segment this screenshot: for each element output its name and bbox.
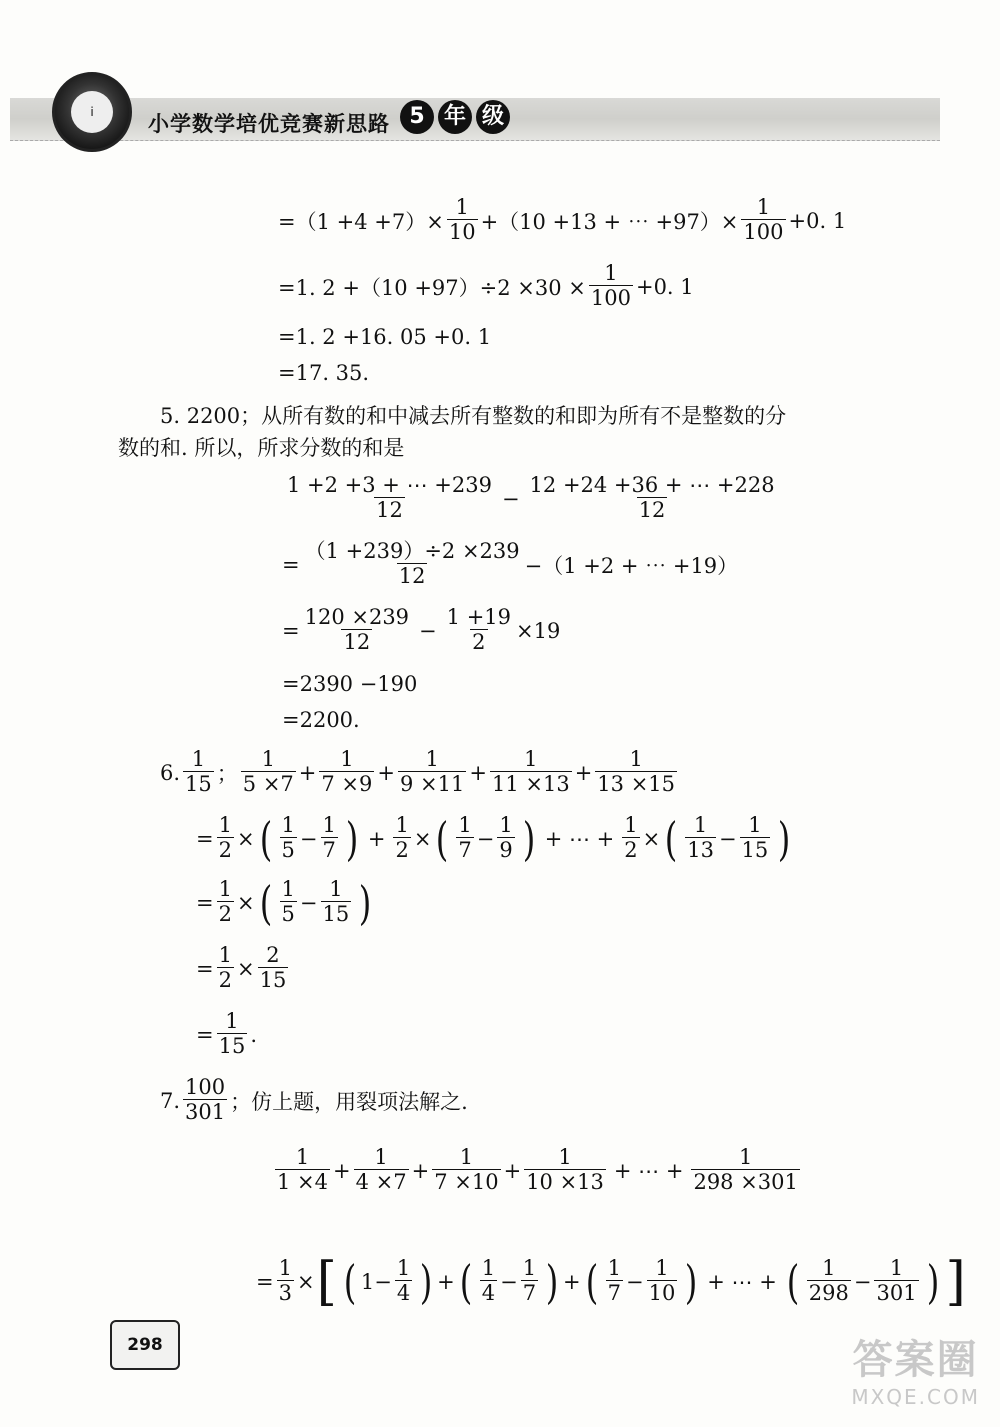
fraction: $\frac{1}{9 \times 11}$ [400,747,465,797]
p5-text-1: 5. 2200；从所有数的和中减去所有整数的和即为所有不是整数的分 [160,404,787,428]
p7-header: 7. $\frac{100}{301}$ ；仿上题，用裂项法解之. [160,1075,468,1125]
fraction: $\frac{1}{10}$ [448,195,476,245]
p5-expr-1: $\frac{1 +2 +3 + \cdots +239}{12}$ − $\frac{12 +24 +36 + \cdots +228}{12}$ [287,473,775,523]
book-title: 小学数学培优竞赛新思路 [148,112,390,136]
p5-text-2: 数的和. 所以，所求分数的和是 [118,436,405,460]
grade-char-nian: 年 [438,100,472,134]
logo-icon: i [71,91,113,133]
answer-fraction: $\frac{1}{15}$ [185,747,212,797]
watermark-line-2: MXQE.COM [851,1385,980,1409]
p4-line-3: =1. 2 +16. 05 +0. 1 [278,325,492,349]
grade-char-ji: 级 [476,100,510,134]
p5-expr-5: =2200. [282,708,360,732]
p4-line-1: =（1 +4 +7）× $\frac{1}{10}$ +（10 +13 + ⋯ +97）× $\frac{1}{100}$ +0. 1 [278,195,847,245]
p6-step-3: = $\frac{1}{2}$ × $\frac{2}{15}$ [196,943,287,993]
p5-expr-4: =2390 −190 [282,672,418,696]
fraction: $\frac{1}{11 \times 13}$ [491,747,570,797]
fraction: $\frac{1 +2 +3 + \cdots +239}{12}$ [287,473,492,523]
fraction: $\frac{1}{7 \times 9}$ [321,747,373,797]
p5-expr-3: = $\frac{120 \times 239}{12}$ − $\frac{1 +19}{2}$ ×19 [282,605,561,655]
p6-header: 6. $\frac{1}{15}$ ； $\frac{1}{5 \times 7}$ + $\frac{1}{7 \times 9}$ + $\frac{1}{9 \times 11}$ + $\frac{1}{11 \times 13}$ + $\frac{1}{13 \times 15}$ [160,747,676,797]
p6-step-1: = $\frac{1}{2}$ × ( $\frac{1}{5}$ − $\frac{1}{7}$ ) + $\frac{1}{2}$ × ( $\frac{1}{7}$ − $\frac{1}{9}$ ) + ⋯ + $\frac{1}{2}$ × ( $\frac{1}{13}$ − $\frac{1}{15}$ ) [196,811,791,866]
p6-step-2: = $\frac{1}{2}$ × ( $\frac{1}{5}$ − $\frac{1}{15}$ ) [196,875,372,930]
page-number: 298 [110,1320,180,1370]
fraction: $\frac{120 \times 239}{12}$ [304,605,410,655]
fraction: $\frac{1}{100}$ [743,195,784,245]
book-logo [52,72,132,152]
p7-expr-1: $\frac{1}{1 \times 4}$ + $\frac{1}{4 \times 7}$ + $\frac{1}{7 \times 10}$ + $\frac{1}{10 \times 13}$ + ⋯ + $\frac{1}{298 \times 301}$ [277,1145,798,1195]
fraction: $\frac{1}{13 \times 15}$ [597,747,676,797]
fraction: $\frac{1}{5 \times 7}$ [242,747,294,797]
p7-step-1: = $\frac{1}{3}$ × [ ( 1 − $\frac{1}{4}$ ) + ( $\frac{1}{4}$ − $\frac{1}{7}$ ) + ( $\frac{1}{7}$ − $\frac{1}{10}$ ) + ⋯ + ( $\frac{1}{298}$ − $\frac{1}{301}$ ) ] [256,1252,966,1312]
p6-step-4: = $\frac{1}{15}$ . [196,1009,258,1059]
grade-badge [400,100,510,136]
p5-expr-2: = $\frac{(1 +239)\div 2 \times 239}{12}$ −（1 +2 + ⋯ +19） [282,539,739,589]
fraction: $\frac{(1 +239)\div 2 \times 239}{12}$ [304,539,520,589]
fraction: $\frac{1}{100}$ [590,261,631,311]
fraction: $\frac{12 +24 +36 + \cdots +228}{12}$ [529,473,775,523]
watermark [851,1328,980,1409]
watermark-line-1: 答案圈 [852,1337,979,1383]
p4-line-2: =1. 2 +（10 +97）÷2 ×30 × $\frac{1}{100}$ +0. 1 [278,261,694,311]
answer-fraction: $\frac{100}{301}$ [185,1075,226,1125]
p4-line-4: =17. 35. [278,361,370,385]
grade-number: 5 [400,100,434,134]
fraction: $\frac{1 +19}{2}$ [446,605,512,655]
